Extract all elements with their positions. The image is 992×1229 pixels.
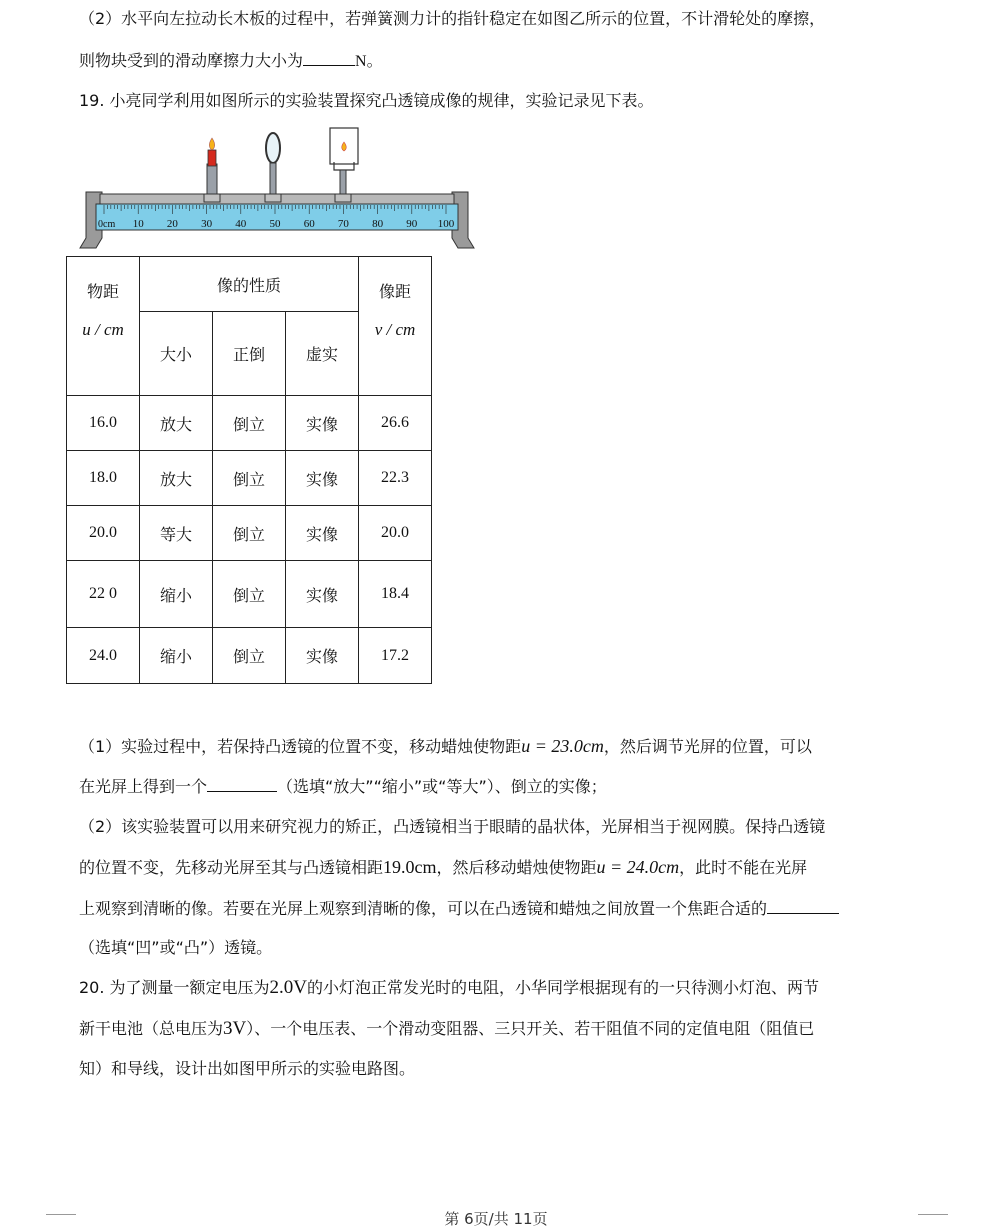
ruler-label: 100 (437, 218, 455, 230)
page-footer: 第 6页/共 11页 (444, 1210, 548, 1228)
header-size: 大小 (140, 312, 213, 396)
light-screen-icon (330, 128, 358, 202)
ruler-label: 10 (132, 218, 144, 230)
q19-p2-line2 (79, 856, 807, 879)
ruler-label: 30 (201, 218, 213, 230)
cell-orientation: 倒立 (213, 506, 286, 561)
header-u-unit: u / cm (82, 320, 124, 339)
q20-total-voltage: 3V (223, 1018, 247, 1039)
header-image-nature: 像的性质 (140, 257, 359, 312)
q20-text-b: 的小灯泡正常发光时的电阻，小华同学根据现有的一只待测小灯泡、两节 (307, 978, 820, 997)
ruler-label: 40 (235, 218, 247, 230)
q20-line1 (79, 977, 819, 999)
cell-u: 20.0 (67, 506, 140, 561)
q19-p2-line1: （2）该实验装置可以用来研究视力的矫正，凸透镜相当于眼睛的晶状体，光屏相当于视网膜。保持凸透镜 (79, 817, 826, 836)
cell-type: 实像 (286, 506, 359, 561)
q19-p1-text-c: 在光屏上得到一个 (79, 777, 208, 796)
q19-p2-line4: （选填“凹”或“凸”）透镜。 (79, 938, 273, 957)
header-image-distance-label: 像距 (378, 282, 411, 301)
ruler-label: 60 (303, 218, 315, 230)
q20-text-a: 20. 为了测量一额定电压为 (79, 978, 270, 997)
q19-p1-formula: u = 23.0cm (521, 736, 604, 756)
q18-unit: N (355, 53, 367, 70)
cell-v: 20.0 (359, 506, 432, 561)
table-row (67, 396, 432, 451)
q19-p2-text-e: 上观察到清晰的像。若要在光屏上观察到清晰的像，可以在凸透镜和蜡烛之间放置一个焦距合适的 (79, 899, 768, 918)
cell-size: 等大 (140, 506, 213, 561)
ruler-label: 50 (269, 218, 281, 230)
q19-p1-text-b: ，然后调节光屏的位置，可以 (603, 737, 812, 756)
cell-type: 实像 (286, 561, 359, 628)
q19-p2-text-b: 的位置不变，先移动光屏至其与凸透镜相距 (79, 858, 384, 877)
convex-lens-icon (265, 133, 281, 202)
cell-size: 放大 (140, 451, 213, 506)
header-v-unit: v / cm (374, 320, 416, 339)
table-row (67, 561, 432, 628)
q19-p1-text-a: （1）实验过程中，若保持凸透镜的位置不变，移动蜡烛使物距 (79, 737, 522, 756)
q19-p1-text-d: （选填“放大”“缩小”或“等大”）、倒立的实像； (277, 777, 607, 796)
cell-size: 缩小 (140, 628, 213, 684)
cell-orientation: 倒立 (213, 628, 286, 684)
ruler-label-0: 0cm (98, 219, 116, 230)
table-row (67, 628, 432, 684)
header-object-distance (67, 257, 140, 396)
ruler-label: 20 (166, 218, 178, 230)
header-object-distance-label: 物距 (86, 282, 119, 301)
q20-rated-voltage: 2.0V (269, 977, 308, 998)
cell-orientation: 倒立 (213, 396, 286, 451)
cell-orientation: 倒立 (213, 561, 286, 628)
cell-v: 22.3 (359, 451, 432, 506)
q20-text-c: 新干电池（总电压为 (79, 1019, 224, 1038)
cell-size: 缩小 (140, 561, 213, 628)
answer-blank[interactable] (767, 897, 839, 914)
ruler-label: 90 (406, 218, 418, 230)
answer-blank[interactable] (303, 49, 355, 66)
cell-size: 放大 (140, 396, 213, 451)
q20-line3: 知）和导线，设计出如图甲所示的实验电路图。 (79, 1059, 416, 1078)
ruler-label: 80 (372, 218, 384, 230)
answer-blank[interactable] (207, 775, 277, 792)
q20-text-d: ）、一个电压表、一个滑动变阻器、三只开关、若干阻值不同的定值电阻（阻值已 (246, 1019, 815, 1038)
q18-line2-text: 则物块受到的滑动摩擦力大小为 (79, 51, 304, 70)
q19-p2-text-c: ，然后移动蜡烛使物距 (436, 858, 597, 877)
q18-end: 。 (366, 51, 383, 70)
header-image-distance (359, 257, 432, 396)
q19-p1-line1 (79, 735, 812, 758)
cell-u: 24.0 (67, 628, 140, 684)
optical-bench-figure (78, 126, 478, 252)
q19-p2-line3 (79, 897, 839, 920)
cell-u: 18.0 (67, 451, 140, 506)
cell-type: 实像 (286, 628, 359, 684)
q20-line2 (79, 1018, 814, 1040)
q19-p2-distance: 19.0cm (383, 857, 437, 877)
q19-p2-text-d: ，此时不能在光屏 (679, 858, 808, 877)
cell-v: 18.4 (359, 561, 432, 628)
cell-type: 实像 (286, 396, 359, 451)
table-row (67, 506, 432, 561)
q19-p1-line2 (79, 775, 607, 798)
cell-u: 16.0 (67, 396, 140, 451)
ruler-label: 70 (337, 218, 349, 230)
candle-icon (204, 138, 220, 202)
q18-line1: （2）水平向左拉动长木板的过程中，若弹簧测力计的指针稳定在如图乙所示的位置，不计滑轮处的摩擦， (79, 9, 826, 28)
cell-u: 22 0 (67, 561, 140, 628)
header-orientation: 正倒 (213, 312, 286, 396)
cell-v: 17.2 (359, 628, 432, 684)
q19-intro: 19. 小亮同学利用如图所示的实验装置探究凸透镜成像的规律，实验记录见下表。 (79, 91, 654, 110)
header-real-virtual: 虚实 (286, 312, 359, 396)
q18-line2 (79, 49, 383, 73)
q19-p2-formula: u = 24.0cm (596, 857, 680, 877)
cell-v: 26.6 (359, 396, 432, 451)
cell-orientation: 倒立 (213, 451, 286, 506)
cell-type: 实像 (286, 451, 359, 506)
table-row (67, 451, 432, 506)
experiment-record-table (66, 256, 432, 684)
